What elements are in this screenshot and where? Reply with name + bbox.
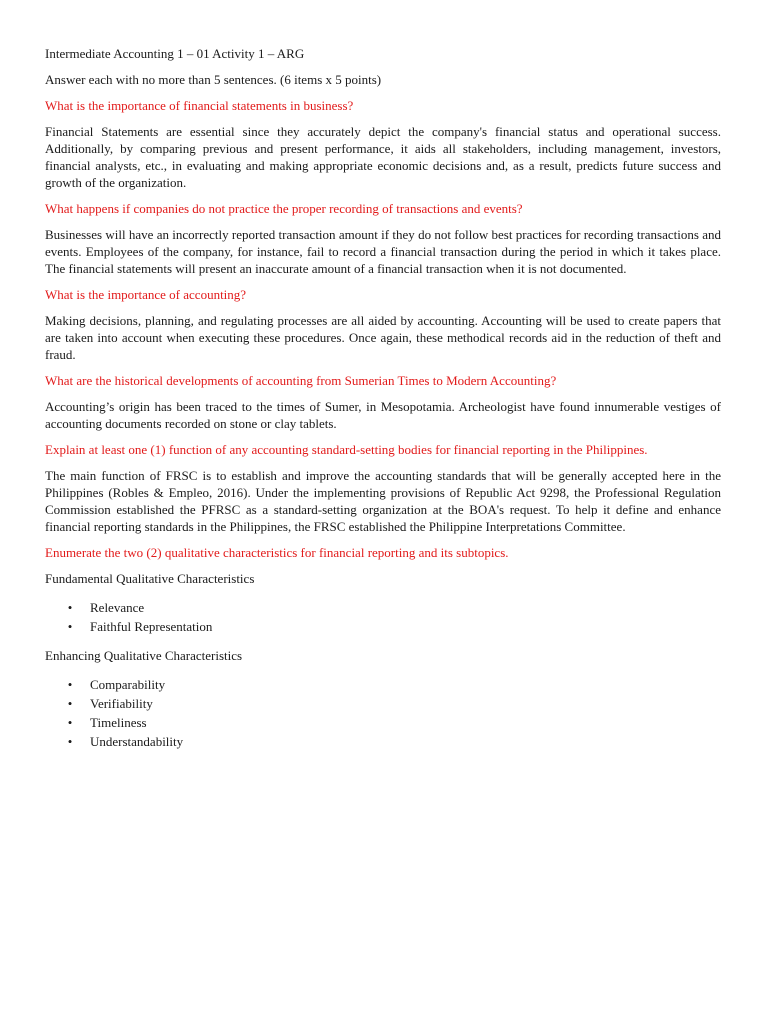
document-title: Intermediate Accounting 1 – 01 Activity 1 – ARG <box>45 46 305 61</box>
list-item-label: Comparability <box>90 677 166 692</box>
enhancing-characteristics-list <box>45 675 721 751</box>
bullet-icon: • <box>67 734 73 749</box>
question-4: What are the historical developments of accounting from Sumerian Times to Modern Accounting? <box>45 373 557 388</box>
fundamental-characteristics-list <box>45 598 721 636</box>
answer-1: Financial Statements are essential since they accurately depict the company's financial status and operational success. Additionally, by comparing previous and present performance, it aids all stakeholders, including management, investors, financial analysts, etc., in evaluating and making appropriate economic decisions and, as a result, predicts future success and growth of the organization. <box>45 124 721 190</box>
list-item <box>45 732 721 751</box>
instructions-text: Answer each with no more than 5 sentences. (6 items x 5 points) <box>45 72 382 87</box>
list-item <box>45 713 721 732</box>
answer-5: The main function of FRSC is to establish and improve the accounting standards that will be generally accepted here in the Philippines (Robles & Empleo, 2016). Under the implementing provisions of Republic Act 9298, the Professional Regulation Commission established the PFRSC as a standard-setting organization at the BOA's request. To help it define and enhance financial reporting standards in the Philippines, the FRSC established the Philippine Interpretations Committee. <box>45 468 721 534</box>
document-page <box>45 45 721 762</box>
question-6: Enumerate the two (2) qualitative characteristics for financial reporting and its subtopics. <box>45 545 509 560</box>
bullet-icon: • <box>67 715 73 730</box>
list-item <box>45 694 721 713</box>
question-3: What is the importance of accounting? <box>45 287 247 302</box>
question-5: Explain at least one (1) function of any accounting standard-setting bodies for financial reporting in the Philippines. <box>45 442 648 457</box>
list-item <box>45 598 721 617</box>
list-item-label: Timeliness <box>90 715 147 730</box>
list-item-label: Relevance <box>90 600 145 615</box>
list-item <box>45 617 721 636</box>
question-2: What happens if companies do not practice the proper recording of transactions and events? <box>45 201 523 216</box>
bullet-icon: • <box>67 600 73 615</box>
enhancing-characteristics-heading: Enhancing Qualitative Characteristics <box>45 648 243 663</box>
fundamental-characteristics-heading: Fundamental Qualitative Characteristics <box>45 571 255 586</box>
list-item-label: Understandability <box>90 734 184 749</box>
question-1: What is the importance of financial statements in business? <box>45 98 354 113</box>
list-item-label: Verifiability <box>90 696 153 711</box>
list-item <box>45 675 721 694</box>
bullet-icon: • <box>67 696 73 711</box>
bullet-icon: • <box>67 677 73 692</box>
answer-2: Businesses will have an incorrectly reported transaction amount if they do not follow best practices for recording transactions and events. Employees of the company, for instance, fail to record a financial transaction during the period in which it takes place. The financial statements will present an inaccurate amount of a financial transaction when it is not documented. <box>45 227 721 276</box>
answer-3: Making decisions, planning, and regulating processes are all aided by accounting. Accounting will be used to create papers that are taken into account when executing these procedures. Once again, these methodical records aid in the reduction of theft and fraud. <box>45 313 721 362</box>
bullet-icon: • <box>67 619 73 634</box>
answer-4: Accounting’s origin has been traced to the times of Sumer, in Mesopotamia. Archeologist have found innumerable vestiges of accounting documents recorded on stone or clay tablets. <box>45 399 721 431</box>
list-item-label: Faithful Representation <box>90 619 213 634</box>
